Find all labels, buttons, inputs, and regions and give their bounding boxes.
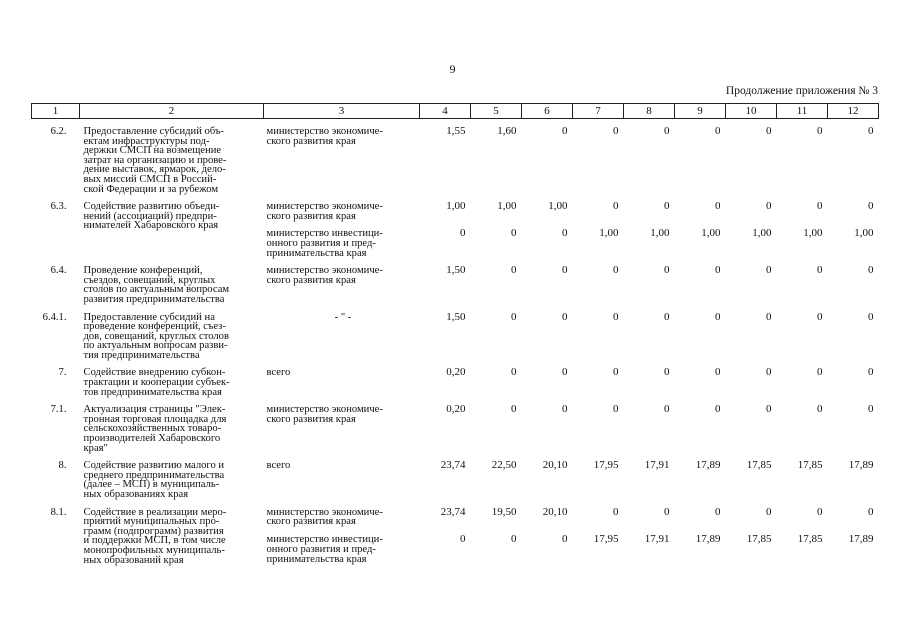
- row-value: 0: [511, 403, 517, 416]
- row-value: 0: [664, 366, 670, 379]
- row-value: 0: [715, 505, 721, 518]
- row-executor: министерство инвестици- онного развития и пред- принимательства края: [266, 228, 383, 259]
- row-value: 0: [664, 310, 670, 323]
- row-value: 1,00: [599, 227, 619, 240]
- row-value: 0: [664, 264, 670, 277]
- row-value: 0: [562, 125, 568, 137]
- row-value: 17,95: [593, 533, 619, 546]
- row-code: 6.4.: [50, 265, 67, 277]
- row-value: 0: [868, 505, 874, 518]
- row-value: 17,89: [848, 459, 874, 472]
- col-header: 11: [777, 104, 828, 119]
- row-value: 1,00: [497, 200, 517, 213]
- row-name: Содействие внедрению субкон- трактации и кооперации субъек- тов предпринимательства края: [83, 367, 230, 398]
- row-executor: всего: [266, 460, 291, 472]
- row-value: 1,50: [446, 264, 466, 277]
- col-header: 7: [573, 104, 624, 119]
- row-value: 0: [715, 200, 721, 213]
- row-value: 0: [613, 505, 619, 518]
- row-code: 6.3.: [50, 201, 67, 213]
- row-value: 0: [766, 505, 772, 518]
- row-value: 0: [664, 125, 670, 137]
- row-value: 0: [562, 366, 568, 379]
- row-name: Актуализация страницы "Элек- тронная торговая площадка для сельскохозяйственных товаро- производителей Хабаровского края": [83, 404, 227, 454]
- row-value: 0: [715, 125, 721, 137]
- row-value: 0: [511, 533, 517, 546]
- row-executor: министерство экономиче- ского развития края: [266, 201, 383, 222]
- row-value: 0: [715, 403, 721, 416]
- row-value: 17,85: [797, 459, 823, 472]
- row-name: Содействие развитию объеди- нений (ассоциаций) предпри- нимателей Хабаровского края: [83, 201, 220, 232]
- row-value: 0: [868, 200, 874, 213]
- table-body: [32, 119, 879, 566]
- row-code: 6.4.1.: [42, 311, 67, 323]
- table-row: [32, 461, 879, 499]
- row-value: 0: [868, 366, 874, 379]
- budget-table: [31, 103, 879, 565]
- row-executor: министерство экономиче- ского развития края: [266, 404, 383, 425]
- row-value: 0: [664, 403, 670, 416]
- row-executor: - " -: [334, 311, 352, 323]
- table-row: [32, 127, 879, 194]
- row-value: 1,00: [803, 227, 823, 240]
- col-header: 6: [522, 104, 573, 119]
- row-value: 0: [868, 403, 874, 416]
- row-value: 0: [766, 200, 772, 213]
- row-value: 0: [868, 264, 874, 277]
- row-executor: всего: [266, 367, 291, 379]
- row-value: 23,74: [440, 505, 466, 518]
- row-code: 7.: [58, 367, 67, 379]
- row-value: 0: [766, 264, 772, 277]
- table-row: [32, 202, 879, 221]
- col-header: 9: [675, 104, 726, 119]
- row-value: 0: [817, 403, 823, 416]
- row-value: 1,60: [497, 125, 517, 137]
- row-value: 0: [664, 200, 670, 213]
- row-value: 1,55: [446, 125, 466, 137]
- row-value: 0: [562, 533, 568, 546]
- row-value: 0: [766, 403, 772, 416]
- row-executor: министерство экономиче- ского развития края: [266, 506, 383, 528]
- row-value: 1,00: [752, 227, 772, 240]
- row-value: 0: [817, 200, 823, 213]
- row-value: 0: [715, 366, 721, 379]
- row-name: Предоставление субсидий на проведение конференций, съез- дов, совещаний, круглых столов по актуальным вопросам разви- тия предпринимательства: [83, 311, 229, 361]
- row-value: 0: [613, 366, 619, 379]
- row-value: 17,91: [644, 459, 670, 472]
- row-value: 17,95: [593, 459, 619, 472]
- row-value: 17,89: [848, 533, 874, 546]
- row-value: 0,20: [446, 366, 466, 379]
- row-value: 0: [664, 505, 670, 518]
- table-row: [32, 368, 879, 397]
- table-row: [32, 313, 879, 361]
- row-value: 0: [613, 403, 619, 416]
- row-value: 0: [562, 310, 568, 323]
- row-name: Содействие развитию малого и среднего предпринимательства (далее – МСП) в муниципаль- ных образованиях края: [83, 460, 225, 500]
- page-number: 9: [449, 62, 456, 76]
- row-value: 0: [511, 366, 517, 379]
- col-header: 1: [32, 104, 80, 119]
- row-value: 0: [868, 125, 874, 137]
- row-value: 0: [613, 310, 619, 323]
- row-value: 0: [817, 264, 823, 277]
- row-value: 20,10: [542, 505, 568, 518]
- row-value: 0: [613, 125, 619, 137]
- row-value: 0: [511, 227, 517, 240]
- row-value: 0: [460, 227, 466, 240]
- row-value: 0: [562, 403, 568, 416]
- row-executor: министерство инвестици- онного развития и пред- принимательства края: [266, 534, 383, 565]
- row-value: 0: [817, 505, 823, 518]
- row-value: 23,74: [440, 459, 466, 472]
- header-row: [32, 104, 879, 119]
- annex-title: Продолжение приложения № 3: [725, 85, 878, 97]
- row-value: 0: [715, 310, 721, 323]
- row-value: 1,00: [701, 227, 721, 240]
- row-value: 17,91: [644, 533, 670, 546]
- table-row: [32, 266, 879, 304]
- row-value: 0: [868, 310, 874, 323]
- row-code: 7.1.: [50, 404, 67, 416]
- row-name: Проведение конференций, съездов, совещаний, круглых столов по актуальным вопросам развития предпринимательства: [83, 265, 230, 305]
- row-value: 1,50: [446, 310, 466, 323]
- row-code: 8.: [58, 460, 67, 472]
- row-value: 0: [715, 264, 721, 277]
- row-value: 17,89: [695, 533, 721, 546]
- col-header: 12: [828, 104, 879, 119]
- row-value: 17,85: [746, 459, 772, 472]
- row-value: 0: [613, 264, 619, 277]
- col-header: 4: [420, 104, 471, 119]
- col-header: 8: [624, 104, 675, 119]
- row-value: 1,00: [446, 200, 466, 213]
- row-code: 6.2.: [50, 126, 67, 137]
- row-value: 0: [511, 264, 517, 277]
- col-header: 10: [726, 104, 777, 119]
- row-value: 0: [562, 264, 568, 277]
- row-executor: министерство экономиче- ского развития края: [266, 265, 383, 286]
- row-value: 0: [817, 310, 823, 323]
- row-value: 1,00: [548, 200, 568, 213]
- row-value: 0: [613, 200, 619, 213]
- row-value: 17,85: [746, 533, 772, 546]
- row-value: 1,00: [650, 227, 670, 240]
- row-executor: министерство экономиче- ского развития края: [266, 126, 383, 147]
- col-header: 3: [264, 104, 420, 119]
- row-name: Предоставление субсидий объ- ектам инфраструктуры под- держки СМСП на возмещение затрат на организацию и прове- дение выставок, ярмарок, дело- вых миссий СМСП в Россий- ской Федерации и за рубежом: [83, 126, 227, 195]
- col-header: 2: [80, 104, 264, 119]
- row-value: 0: [766, 125, 772, 137]
- row-value: 0: [511, 310, 517, 323]
- row-code: 8.1.: [50, 506, 67, 518]
- row-value: 0: [460, 533, 466, 546]
- table-row: [32, 508, 879, 528]
- table-row: [32, 405, 879, 453]
- row-value: 0: [766, 310, 772, 323]
- row-value: 0,20: [446, 403, 466, 416]
- row-value: 1,00: [854, 227, 874, 240]
- row-name: Содействие в реализации меро- приятий муниципальных про- грамм (подпрограмм) развития и поддержки МСП, в том числе монопрофильных муниципаль- ных образований края: [83, 506, 227, 566]
- row-value: 17,89: [695, 459, 721, 472]
- row-value: 19,50: [491, 505, 517, 518]
- row-value: 0: [817, 125, 823, 137]
- row-value: 0: [766, 366, 772, 379]
- row-value: 20,10: [542, 459, 568, 472]
- row-value: 0: [562, 227, 568, 240]
- col-header: 5: [471, 104, 522, 119]
- row-value: 22,50: [491, 459, 517, 472]
- row-value: 0: [817, 366, 823, 379]
- row-value: 17,85: [797, 533, 823, 546]
